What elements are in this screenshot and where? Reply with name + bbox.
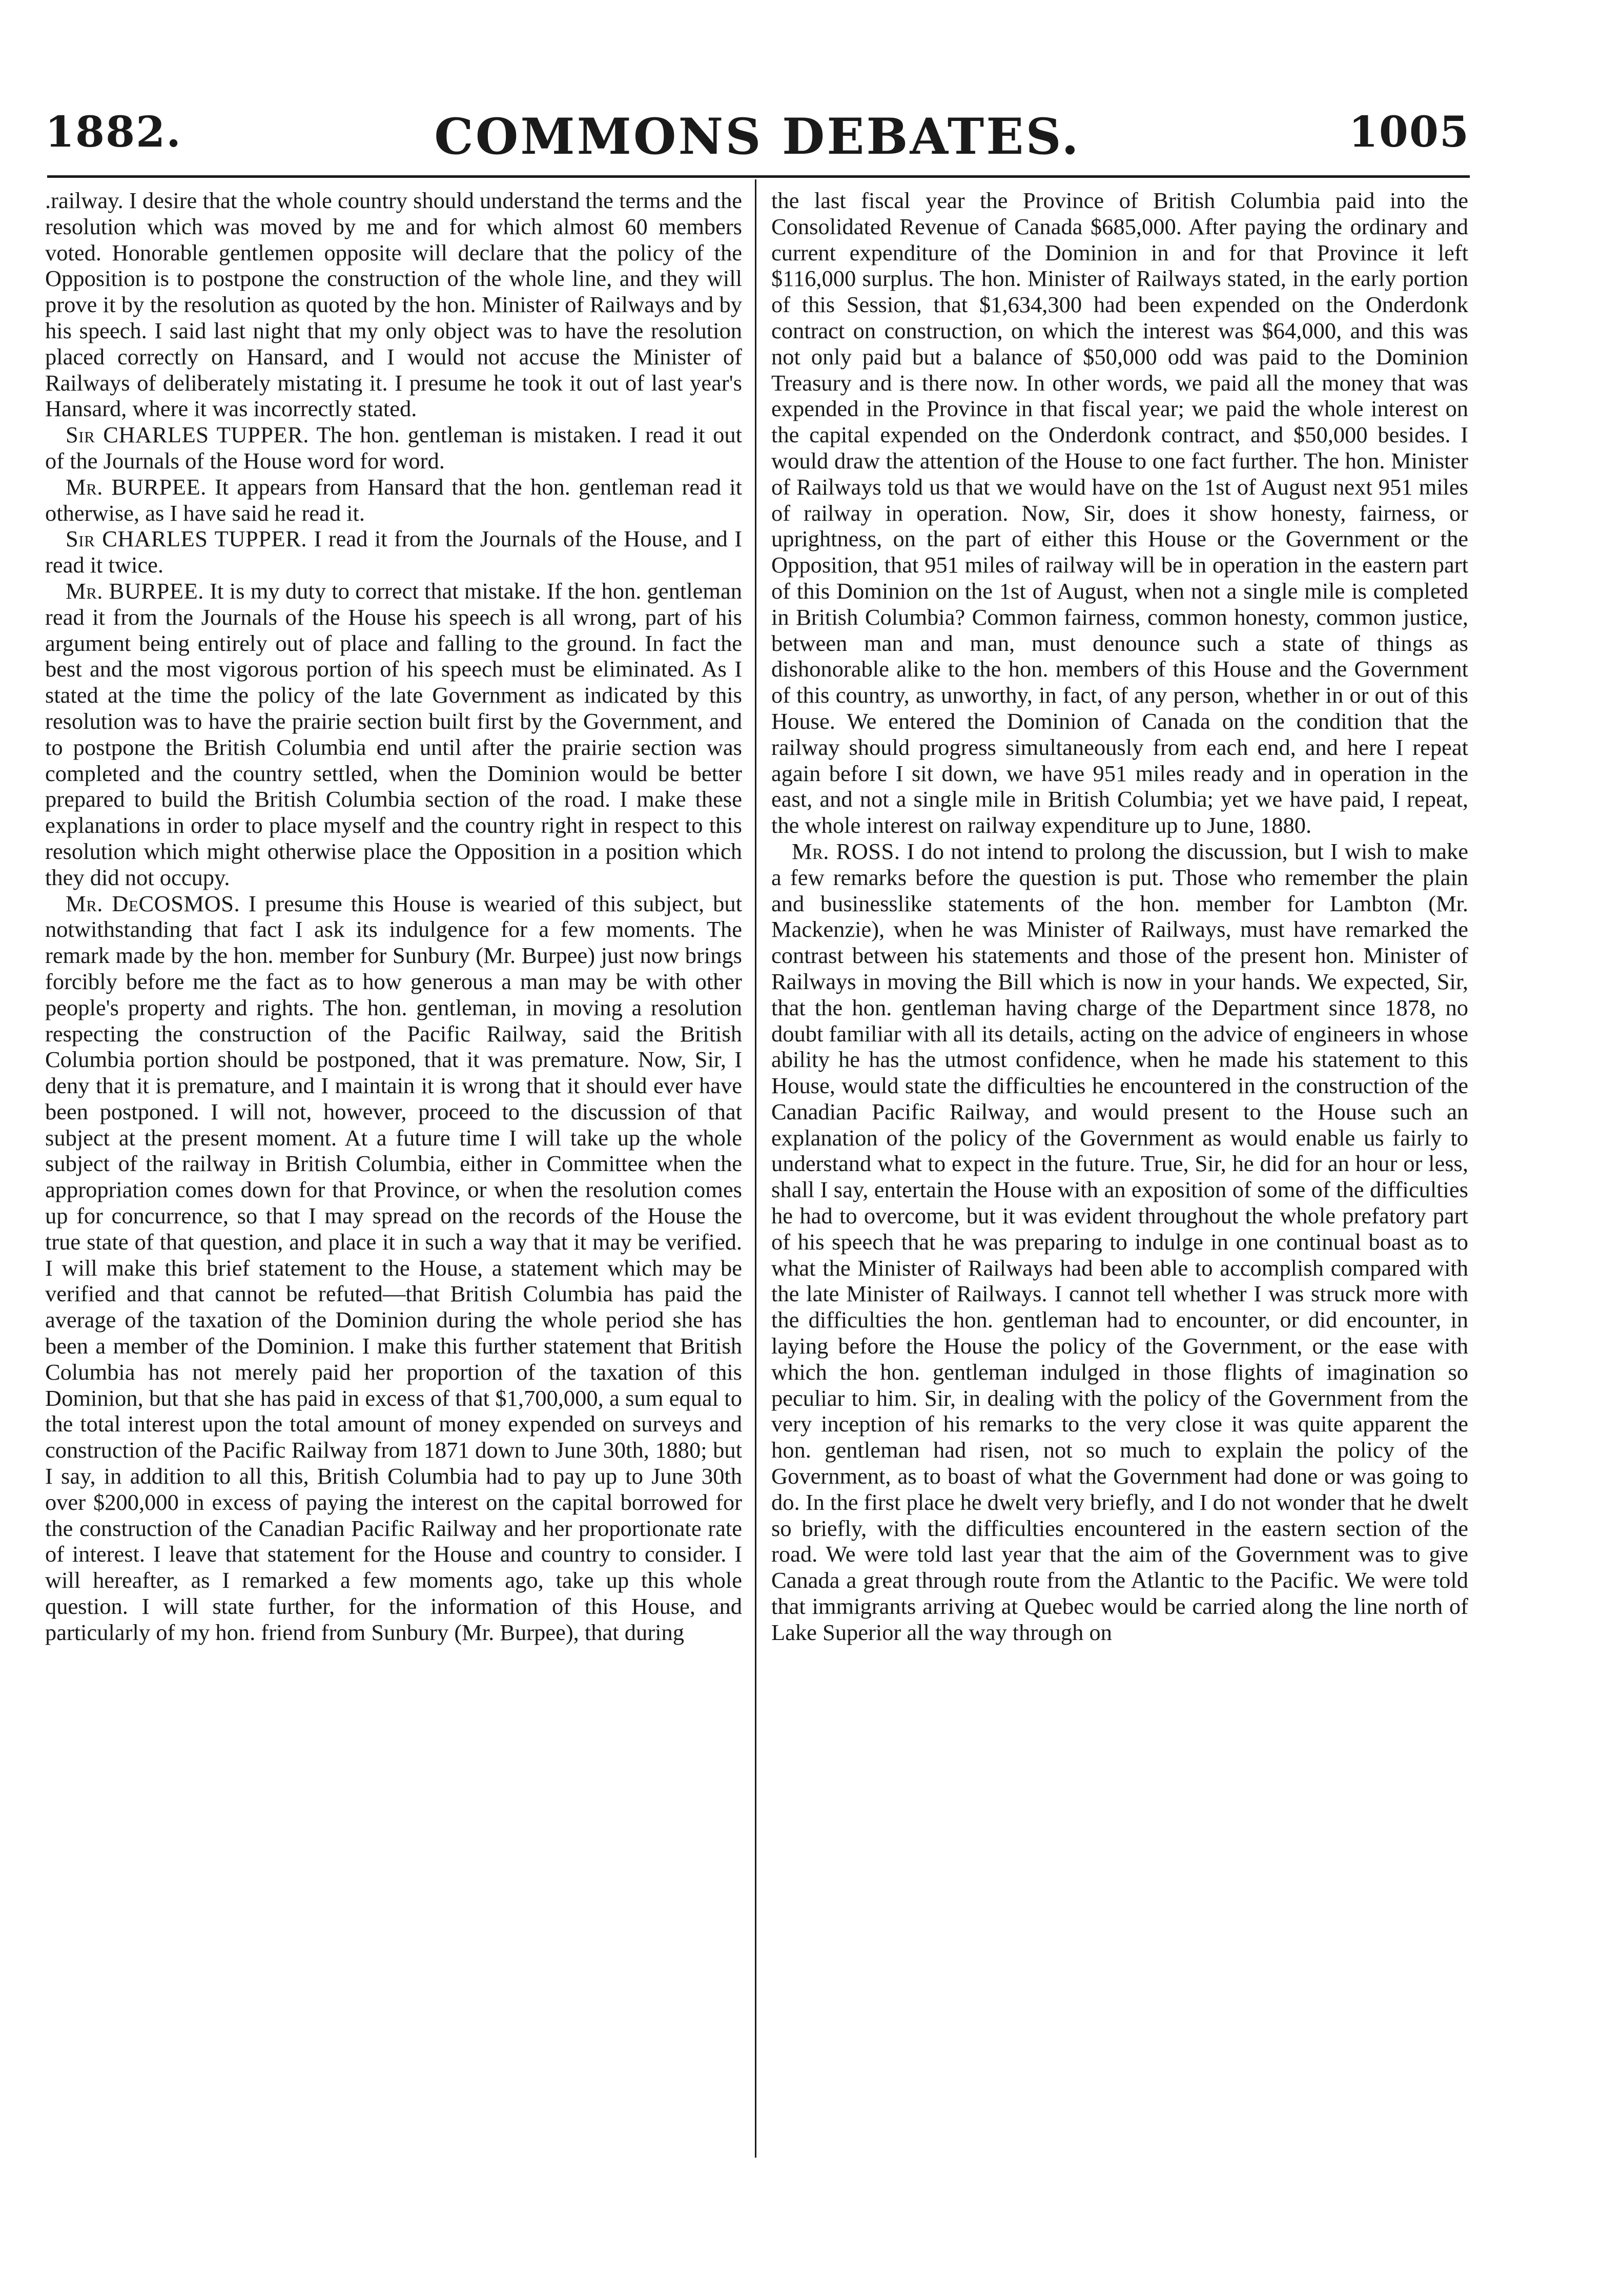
speaker-name: Sir CHARLES TUPPER.: [66, 526, 307, 552]
header-year: 1882.: [45, 108, 182, 157]
paragraph-text: .railway. I desire that the whole country should understand the terms and the resolution which was moved by me and for which almost 60 members voted. Honorable gentlemen opposite will declare that the policy of the Opposition is to postpone the construction of the whole line, and they will prove it by the resolution as quoted by the hon. Minister of Railways and by his speech. I said last night that my only object was to have the resolution placed correctly on Hansard, and I would not accuse the Minister of Railways of deliberately mistating it. I presume he took it out of last year's Hansard, where it was incorrectly stated.: [45, 188, 742, 422]
speaker-name: Mr. DeCOSMOS.: [66, 890, 240, 916]
speaker-name: Sir CHARLES TUPPER.: [66, 422, 309, 448]
page-number: 1005: [1348, 108, 1470, 157]
paragraph: [45, 422, 742, 474]
column-divider: [755, 179, 756, 2158]
right-column: [771, 188, 1468, 2161]
paragraph: [45, 188, 742, 422]
speaker-name: Mr. ROSS.: [792, 838, 900, 864]
paragraph-text: I do not intend to prolong the discussion, but I wish to make a few remarks before the question is put. Those who remember the plain and businesslike statements of the hon. member for Lambton (Mr. Mackenzie), when he was Minister of Railways, must have remarked the contrast between his statements and those of the present hon. Minister of Railways in moving the Bill which is now in your hands. We expected, Sir, that the hon. gentleman having charge of the Department since 1878, no doubt familiar with all its details, acting on the advice of engineers in whose ability he has the utmost confidence, when he made his statement to this House, would state the difficulties he encountered in the construction of the Canadian Pacific Railway, and would present to the House such an explanation of the policy of the Government as would enable us fairly to understand what to expect in the future. True, Sir, he did for an hour or less, shall I say, entertain the House with an exposition of some of the difficulties he had to overcome, but it was evident throughout the whole prefatory part of his speech that he was preparing to indulge in one continual boast as to what the Minister of Railways had been able to accomplish compared with the late Minister of Railways. I cannot tell whether I was struck more with the difficulties the hon. gentleman had to encounter, or did encounter, in laying before the House the policy of the Government, or the ease with which the hon. gentleman indulged in those flights of imagination so peculiar to him. Sir, in dealing with the policy of the Government from the very inception of his remarks to the very close it was quite apparent the hon. gentleman had risen, not so much to explain the policy of the Government, as to boast of what the Government had done or was going to do. In the first place he dwelt very briefly, and I do not wonder that he dwelt so briefly, with the difficulties encountered in the eastern section of the road. We were told last year that the aim of the Government was to give Canada a great through route from the Atlantic to the Pacific. We were told that immigrants arriving at Quebec would be carried along the line north of Lake Superior all the way through on: [771, 838, 1468, 1645]
page-header: [45, 108, 1470, 169]
paragraph-text: I presume this House is wearied of this subject, but notwithstanding that fact I ask its indulgence for a few moments. The remark made by the hon. member for Sunbury (Mr. Burpee) just now brings forcibly before me the fact as to how generous a man may be with other people's property and rights. The hon. gentleman, in moving a resolution respecting the construction of the Pacific Railway, said the British Columbia portion should be postponed, that it was premature. Now, Sir, I deny that it is premature, and I maintain it is wrong that it should ever have been postponed. I will not, however, proceed to the discussion of that subject at the present moment. At a future time I will take up the whole subject of the railway in British Columbia, either in Committee when the appropriation comes down for that Province, or when the resolution comes up for concurrence, so that I may spread on the records of the House the true state of that question, and place it in such a way that it may be verified. I will make this brief statement to the House, a statement which may be verified and that cannot be refuted—that British Columbia has paid the average of the taxation of the Dominion during the whole period she has been a member of the Dominion. I make this further statement that British Columbia has not merely paid her proportion of the taxation of this Dominion, but that she has paid in excess of that $1,700,000, a sum equal to the total interest upon the total amount of money expended on surveys and construction of the Pacific Railway from 1871 down to June 30th, 1880; but I say, in addition to all this, British Columbia had to pay up to June 30th over $200,000 in excess of paying the interest on the capital borrowed for the construction of the Canadian Pacific Railway and her proportionate rate of interest. I leave that statement for the House and country to consider. I will hereafter, as I remarked a few moments ago, take up this whole question. I will state further, for the information of this House, and particularly of my hon. friend from Sunbury (Mr. Burpee), that during: [45, 890, 742, 1645]
paragraph: [45, 578, 742, 891]
left-column: [45, 188, 742, 2161]
publication-title: COMMONS DEBATES.: [434, 108, 1081, 166]
paragraph: [771, 188, 1468, 838]
paragraph: [45, 526, 742, 578]
paragraph-text: It appears from Hansard that the hon. gentleman read it otherwise, as I have said he read it.: [45, 474, 742, 526]
paragraph: [771, 838, 1468, 1646]
paragraph: [45, 891, 742, 1646]
speaker-name: Mr. BURPEE.: [66, 578, 204, 604]
paragraph: [45, 474, 742, 526]
paragraph-text: the last fiscal year the Province of British Columbia paid into the Consolidated Revenue of Canada $685,000. After paying the ordinary and current expenditure of the Dominion in and for that Province it left $116,000 surplus. The hon. Minister of Railways stated, in the early portion of this Session, that $1,634,300 had been expended on the Onderdonk contract on construction, on which the interest was $64,000, and this was not only paid but a balance of $50,000 odd was paid to the Dominion Treasury and is there now. In other words, we paid all the money that was expended in the Province in that fiscal year; we paid the whole interest on the capital expended on the Onderdonk contract, and $50,000 besides. I would draw the attention of the House to one fact further. The hon. Minister of Railways told us that we would have on the 1st of August next 951 miles of railway in operation. Now, Sir, does it show honesty, fairness, or uprightness, on the part of either this House or the Government or the Opposition, that 951 miles of railway will be in operation in the eastern part of this Dominion on the 1st of August, when not a single mile is completed in British Columbia? Common fairness, common honesty, common justice, between man and man, must denounce such a state of things as dishonorable alike to the hon. members of this House and the Government of this country, as unworthy, in fact, of any person, whether in or out of this House. We entered the Dominion of Canada on the condition that the railway should progress simultaneously from each end, and here I repeat again before I sit down, we have 951 miles ready and in operation in the east, and not a single mile in British Columbia; yet we have paid, I repeat, the whole interest on railway expenditure up to June, 1880.: [771, 188, 1468, 838]
paragraph-text: It is my duty to correct that mistake. If the hon. gentleman read it from the Journals of the House his speech is all wrong, part of his argument being entirely out of place and falling to the ground. In fact the best and the most vigorous portion of his speech must be eliminated. As I stated at the time the policy of the late Government as indicated by this resolution was to have the prairie section built first by the Government, and to postpone the British Columbia end until after the prairie section was completed and the country settled, when the Dominion would be better prepared to build the British Columbia section of the road. I make these explanations in order to place myself and the country right in respect to this resolution which might otherwise place the Opposition in a position which they did not occupy.: [45, 578, 742, 890]
speaker-name: Mr. BURPEE.: [66, 474, 207, 500]
paragraph-text: The hon. gentleman is mistaken. I read it out of the Journals of the House word for word.: [45, 422, 742, 474]
paragraph-text: I read it from the Journals of the House, and I read it twice.: [45, 526, 742, 578]
header-rule: [47, 175, 1470, 178]
